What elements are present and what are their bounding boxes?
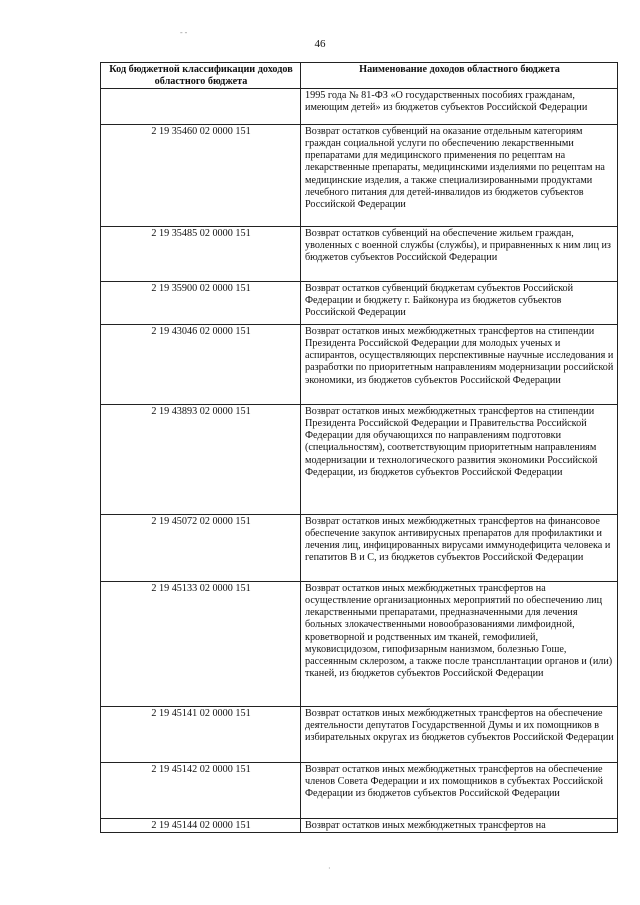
row-code: 2 19 45141 02 0000 151 (101, 707, 301, 763)
row-code: 2 19 45144 02 0000 151 (101, 819, 301, 833)
row-name: 1995 года № 81-ФЗ «О государственных пособиях гражданам, имеющим детей» из бюджетов субъектов Российской Федерации (301, 89, 618, 125)
table-row (101, 282, 618, 325)
row-code: 2 19 45133 02 0000 151 (101, 582, 301, 707)
header-code: Код бюджетной классификации доходов областного бюджета (101, 63, 301, 89)
scan-mark-top: ‐ ‐ (180, 28, 188, 37)
row-name: Возврат остатков иных межбюджетных трансфертов на стипендии Президента Российской Федерации и Правительства Российской Федерации для обучающихся по направлениям подготовки (специальностям), соответствующим приоритетным направлениям модернизации и технологического развития экономики Российской Федерации, из бюджетов субъектов Российской Федерации (301, 405, 618, 515)
scan-mark-bottom: · (328, 864, 331, 873)
row-name: Возврат остатков иных межбюджетных трансфертов на финансовое обеспечение закупок антивирусных препаратов для профилактики и лечения лиц, инфицированных вирусами иммунодефицита человека и гепатитов В и С, из бюджетов субъектов Российской Федерации (301, 515, 618, 582)
table-row (101, 89, 618, 125)
table-row (101, 325, 618, 405)
page-number: 46 (314, 38, 326, 50)
row-name: Возврат остатков иных межбюджетных трансфертов на стипендии Президента Российской Федерации для молодых ученых и аспирантов, осуществляющих перспективные научные исследования и разработки по приоритетным направлениям модернизации российской экономики, из бюджетов субъектов Российской Федерации (301, 325, 618, 405)
table-row (101, 227, 618, 282)
row-name: Возврат остатков субвенций на оказание отдельным категориям граждан социальной услуги по обеспечению лекарственными препаратами для медицинского применения по рецептам на лекарственные препараты, медицинскими изделиями по рецептам на медицинские изделия, а также специализированными продуктами лечебного питания для детей-инвалидов из бюджетов субъектов Российской Федерации (301, 125, 618, 227)
row-code: 2 19 45142 02 0000 151 (101, 763, 301, 819)
table-row (101, 582, 618, 707)
row-code: 2 19 43046 02 0000 151 (101, 325, 301, 405)
row-code: 2 19 45072 02 0000 151 (101, 515, 301, 582)
table-row (101, 515, 618, 582)
row-name: Возврат остатков иных межбюджетных трансфертов на осуществление организационных мероприятий по обеспечению лиц лекарственными препаратами, предназначенными для лечения больных злокачественными новообразованиями лимфоидной, кроветворной и родственных им тканей, гемофилией, муковисцидозом, гипофизарным нанизмом, болезнью Гоше, рассеянным склерозом, а также после трансплантации органов и (или) тканей, из бюджетов субъектов Российской Федерации (301, 582, 618, 707)
table-row (101, 819, 618, 833)
row-name: Возврат остатков иных межбюджетных трансфертов на (301, 819, 618, 833)
row-code: 2 19 35900 02 0000 151 (101, 282, 301, 325)
table-row (101, 707, 618, 763)
row-name: Возврат остатков субвенций бюджетам субъектов Российской Федерации и бюджету г. Байконура из бюджетов субъектов Российской Федерации (301, 282, 618, 325)
table-row (101, 763, 618, 819)
table-row (101, 405, 618, 515)
row-code: 2 19 35460 02 0000 151 (101, 125, 301, 227)
row-code: 2 19 43893 02 0000 151 (101, 405, 301, 515)
header-name: Наименование доходов областного бюджета (301, 63, 618, 89)
row-name: Возврат остатков иных межбюджетных трансфертов на обеспечение деятельности депутатов Государственной Думы и их помощников в избирательных округах из бюджетов субъектов Российской Федерации (301, 707, 618, 763)
row-code: 2 19 35485 02 0000 151 (101, 227, 301, 282)
row-name: Возврат остатков иных межбюджетных трансфертов на обеспечение членов Совета Федерации и их помощников в субъектах Российской Федерации из бюджетов субъектов Российской Федерации (301, 763, 618, 819)
table-row (101, 125, 618, 227)
row-code (101, 89, 301, 125)
revenue-classification-table (100, 62, 618, 833)
table-header-row (101, 63, 618, 89)
row-name: Возврат остатков субвенций на обеспечение жильем граждан, уволенных с военной службы (службы), и приравненных к ним лиц из бюджетов субъектов Российской Федерации (301, 227, 618, 282)
